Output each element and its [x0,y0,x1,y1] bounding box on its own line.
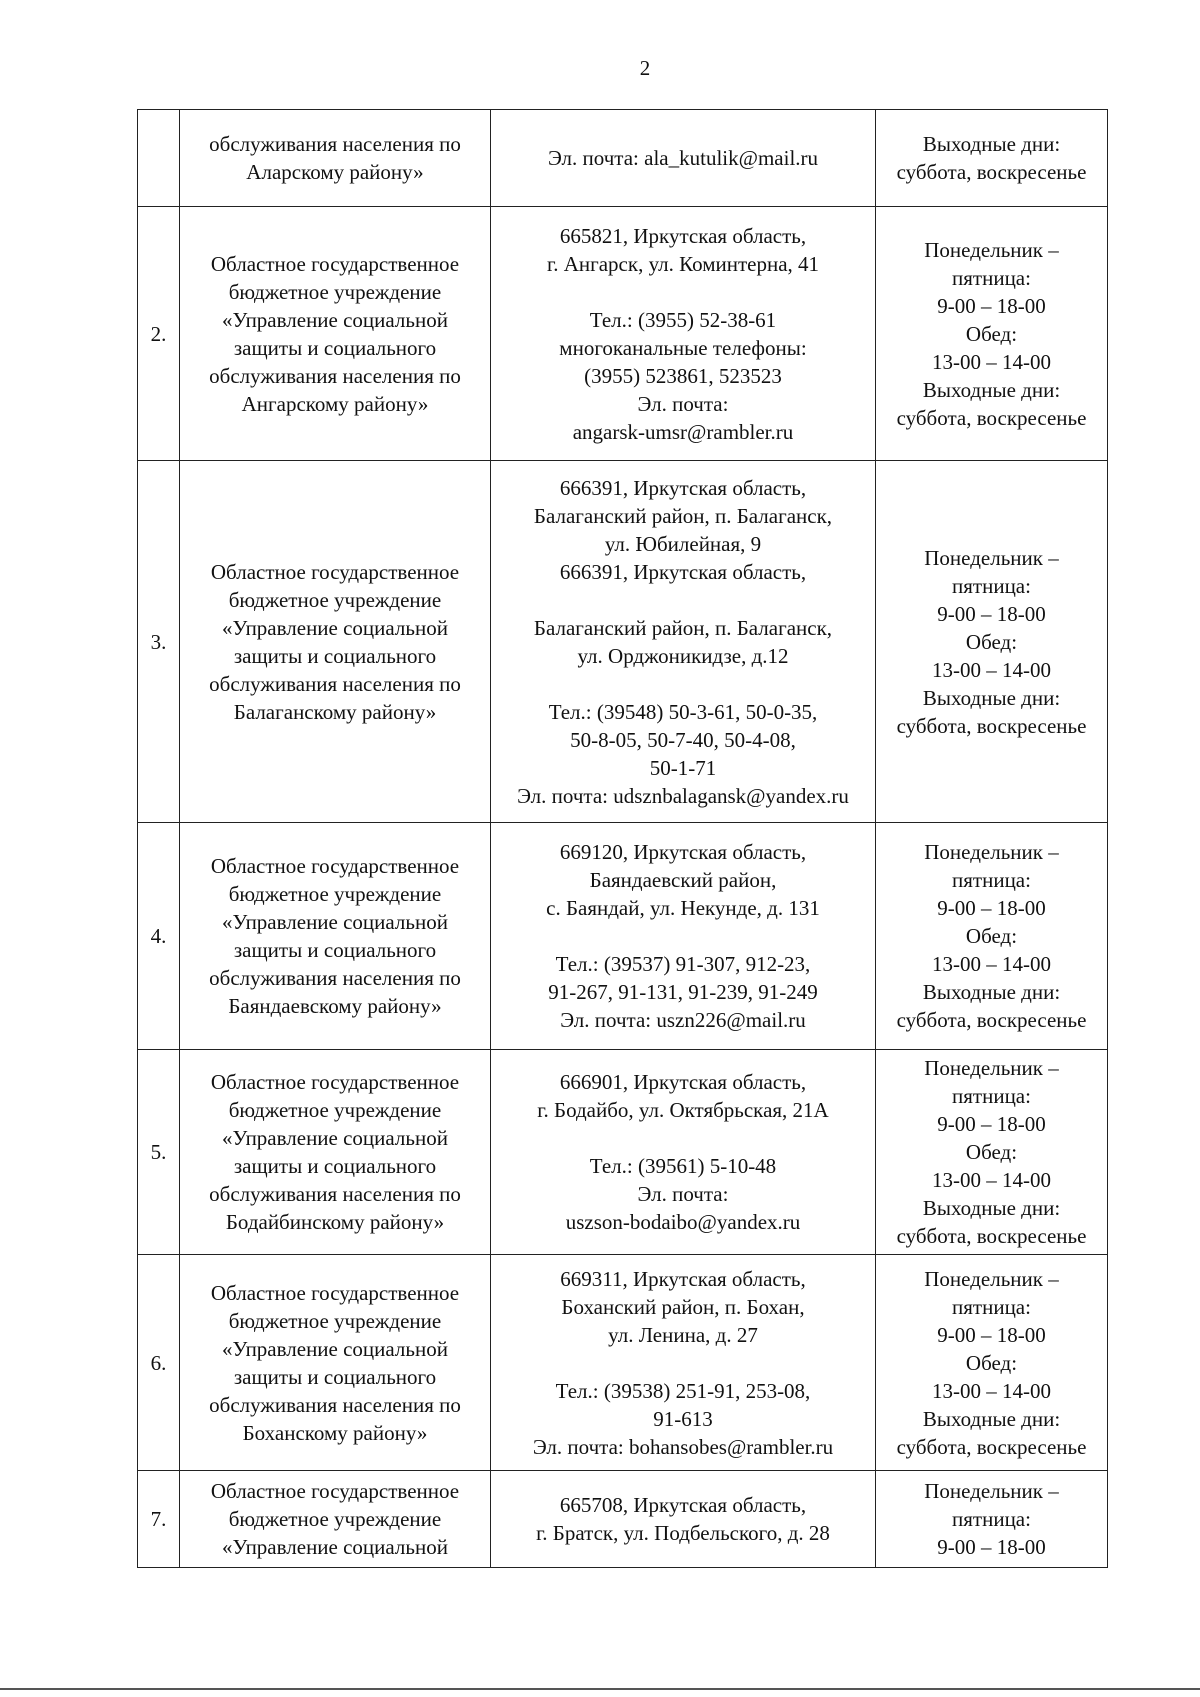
organization-name-line: «Управление социальной [222,1126,448,1150]
address-contact-line: г. Братск, ул. Подбельского, д. 28 [536,1521,830,1545]
organization-name-line: бюджетное учреждение [228,279,442,304]
working-hours-line: пятница: [952,1507,1031,1531]
organization-name-line: «Управление социальной [222,910,448,934]
blank-line [494,278,872,306]
working-hours-line: 9-00 – 18-00 [937,293,1046,318]
organization-name-line: бюджетное учреждение [228,587,442,612]
address-contact-line: Тел.: (39561) 5-10-48 [589,1154,777,1178]
working-hours-line: Обед: [965,1350,1018,1375]
organization-name-line: обслуживания населения по [209,363,461,388]
table-row [138,461,1108,823]
address-contact-line: 665708, Иркутская область, [559,1493,807,1517]
organization-name-line: обслуживания населения по [209,132,461,156]
working-hours-line: Понедельник – [924,237,1059,262]
organization-name-line: Областное государственное [210,1070,460,1094]
working-hours-line: 13-00 – 14-00 [932,657,1051,682]
table-row [138,110,1108,207]
working-hours-line: Выходные дни: [922,132,1061,156]
organization-name-line: Областное государственное [210,251,460,276]
working-hours-line: 13-00 – 14-00 [932,349,1051,374]
working-hours-line: суббота, воскресенье [896,1008,1087,1032]
organization-cell [180,207,491,461]
organization-name-line: обслуживания населения по [209,1182,461,1206]
organization-name-line: защиты и социального [233,1364,437,1389]
working-hours-cell [876,461,1108,823]
address-contact-line: 50-1-71 [649,755,717,780]
organization-name-line: бюджетное учреждение [228,1098,442,1122]
organization-name-line: Областное государственное [210,1479,460,1503]
address-contact-line: Эл. почта: [637,1182,729,1206]
working-hours-line: пятница: [952,1294,1031,1319]
working-hours-line: суббота, воскресенье [896,1224,1087,1248]
table-row [138,1471,1108,1568]
organization-name-line: Аларскому району» [246,160,424,184]
blank-line [494,670,872,698]
organization-name-line: обслуживания населения по [209,671,461,696]
row-number: 5. [150,1140,167,1164]
address-contact-line: 669120, Иркутская область, [559,840,807,864]
organization-cell [180,1255,491,1471]
organization-name-line: защиты и социального [233,335,437,360]
working-hours-line: 9-00 – 18-00 [937,1535,1046,1559]
address-contact-line: Эл. почта: [637,391,729,416]
working-hours-line: Понедельник – [924,1266,1059,1291]
working-hours-line: пятница: [952,265,1031,290]
address-contacts-cell [491,1471,876,1568]
address-contact-line: ул. Юбилейная, 9 [604,531,762,556]
address-contact-line: ул. Орджоникидзе, д.12 [577,643,789,668]
address-contact-line: Тел.: (39538) 251-91, 253-08, [555,1378,811,1403]
address-contact-line: Тел.: (39548) 50-3-61, 50-0-35, [548,699,818,724]
address-contact-line: Эл. почта: ala_kutulik@mail.ru [547,146,819,170]
organization-name-line: Ангарскому району» [241,391,429,416]
row-number-cell [138,823,180,1050]
address-contact-line: Тел.: (39537) 91-307, 912-23, [555,952,811,976]
working-hours-line: Выходные дни: [922,685,1061,710]
page-number: 2 [639,56,651,80]
organization-cell [180,1471,491,1568]
address-contact-line: Балаганский район, п. Балаганск, [533,503,833,528]
organization-cell [180,110,491,207]
address-contact-line: г. Бодайбо, ул. Октябрьская, 21А [537,1098,829,1122]
working-hours-cell [876,207,1108,461]
working-hours-line: пятница: [952,573,1031,598]
working-hours-cell [876,823,1108,1050]
working-hours-cell [876,110,1108,207]
organization-name-line: Областное государственное [210,854,460,878]
working-hours-line: пятница: [952,1084,1031,1108]
address-contact-line: Балаганский район, п. Балаганск, [533,615,833,640]
address-contact-line: ул. Ленина, д. 27 [608,1322,758,1347]
working-hours-line: Понедельник – [924,840,1059,864]
working-hours-line: Понедельник – [924,545,1059,570]
address-contact-line: Баяндаевский район, [589,868,777,892]
organization-name-line: Областное государственное [210,559,460,584]
working-hours-line: 9-00 – 18-00 [937,601,1046,626]
working-hours-line: Обед: [965,924,1018,948]
organization-name-line: Баяндаевскому району» [228,994,442,1018]
working-hours-line: 13-00 – 14-00 [932,1378,1051,1403]
institutions-table [137,109,1108,1568]
working-hours-line: Обед: [965,1140,1018,1164]
table-row [138,207,1108,461]
working-hours-line: Обед: [965,321,1018,346]
address-contact-line: 666391, Иркутская область, [559,559,807,584]
working-hours-cell [876,1471,1108,1568]
address-contact-line: 50-8-05, 50-7-40, 50-4-08, [570,727,796,752]
organization-name-line: обслуживания населения по [209,966,461,990]
address-contact-line: Эл. почта: bohansobes@rambler.ru [532,1434,834,1459]
organization-name-line: бюджетное учреждение [228,882,442,906]
organization-cell [180,1050,491,1255]
address-contact-line: 669311, Иркутская область, [560,1266,806,1291]
address-contact-line: angarsk-umsr@rambler.ru [572,419,794,444]
organization-name-line: защиты и социального [233,1154,437,1178]
organization-name-line: «Управление социальной [222,615,448,640]
working-hours-line: суббота, воскресенье [896,713,1087,738]
working-hours-line: суббота, воскресенье [896,1434,1087,1459]
working-hours-line: Выходные дни: [922,1196,1061,1220]
address-contact-line: 665821, Иркутская область, [559,223,807,248]
working-hours-line: суббота, воскресенье [896,160,1087,184]
working-hours-line: Понедельник – [924,1056,1059,1080]
organization-name-line: Боханскому району» [242,1420,428,1445]
row-number: 3. [150,629,167,654]
address-contact-line: uszson-bodaibo@yandex.ru [565,1210,801,1234]
organization-name-line: защиты и социального [233,938,437,962]
organization-name-line: защиты и социального [233,643,437,668]
organization-name-line: Областное государственное [210,1280,460,1305]
working-hours-line: 13-00 – 14-00 [932,1168,1051,1192]
address-contacts-cell [491,110,876,207]
row-number-cell [138,110,180,207]
organization-name-line: Бодайбинскому району» [225,1210,445,1234]
working-hours-line: суббота, воскресенье [896,405,1087,430]
table-row [138,1255,1108,1471]
blank-line [494,586,872,614]
working-hours-line: 9-00 – 18-00 [937,1112,1046,1136]
organization-name-line: обслуживания населения по [209,1392,461,1417]
address-contact-line: 91-613 [653,1406,713,1431]
organization-name-line: бюджетное учреждение [228,1507,442,1531]
address-contact-line: г. Ангарск, ул. Коминтерна, 41 [546,251,820,276]
address-contacts-cell [491,1050,876,1255]
working-hours-line: 9-00 – 18-00 [937,896,1046,920]
address-contact-line: 666901, Иркутская область, [559,1070,807,1094]
working-hours-line: 9-00 – 18-00 [937,1322,1046,1347]
blank-line [494,1124,872,1152]
address-contacts-cell [491,207,876,461]
address-contacts-cell [491,461,876,823]
address-contact-line: 666391, Иркутская область, [559,475,807,500]
row-number-cell [138,207,180,461]
organization-cell [180,461,491,823]
blank-line [494,922,872,950]
address-contact-line: (3955) 523861, 523523 [584,363,782,388]
organization-name-line: Балаганскому району» [233,699,437,724]
address-contact-line: Эл. почта: udsznbalagansk@yandex.ru [517,783,849,808]
working-hours-line: Выходные дни: [922,1406,1061,1431]
working-hours-cell [876,1255,1108,1471]
working-hours-line: 13-00 – 14-00 [932,952,1051,976]
row-number: 6. [150,1350,167,1375]
row-number-cell [138,1255,180,1471]
blank-line [494,1349,872,1377]
address-contacts-cell [491,823,876,1050]
address-contacts-cell [491,1255,876,1471]
organization-name-line: «Управление социальной [222,1336,448,1361]
organization-name-line: бюджетное учреждение [228,1308,442,1333]
working-hours-line: Выходные дни: [922,980,1061,1004]
address-contact-line: Боханский район, п. Бохан, [561,1294,805,1319]
row-number: 4. [150,924,167,948]
row-number-cell [138,1050,180,1255]
bottom-divider [0,1688,1200,1690]
table-row [138,1050,1108,1255]
working-hours-line: Выходные дни: [922,377,1061,402]
working-hours-line: пятница: [952,868,1031,892]
organization-cell [180,823,491,1050]
working-hours-line: Обед: [965,629,1018,654]
address-contact-line: Эл. почта: uszn226@mail.ru [560,1008,806,1032]
row-number: 7. [150,1507,167,1531]
working-hours-cell [876,1050,1108,1255]
row-number: 2. [150,321,167,346]
organization-name-line: «Управление социальной [222,307,448,332]
row-number-cell [138,1471,180,1568]
address-contact-line: Тел.: (3955) 52-38-61 [589,307,777,332]
table-row [138,823,1108,1050]
address-contact-line: 91-267, 91-131, 91-239, 91-249 [548,980,818,1004]
working-hours-line: Понедельник – [924,1479,1059,1503]
organization-name-line: «Управление социальной [222,1535,448,1559]
address-contact-line: многоканальные телефоны: [559,335,807,360]
row-number-cell [138,461,180,823]
address-contact-line: с. Баяндай, ул. Некунде, д. 131 [546,896,820,920]
